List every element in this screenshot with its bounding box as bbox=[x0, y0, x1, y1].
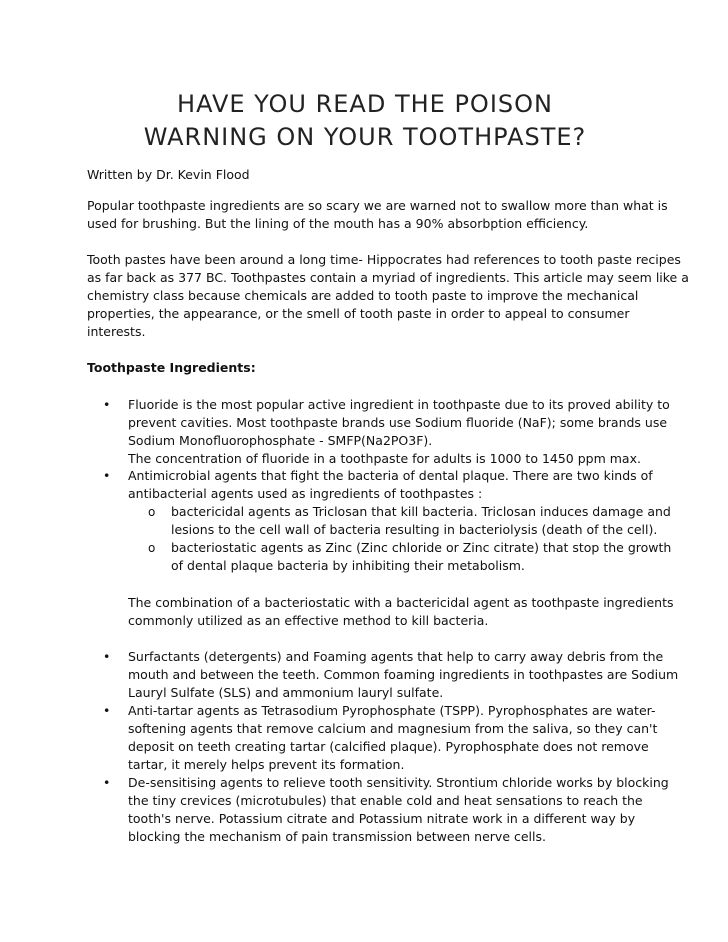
intro-line: used for brushing. But the lining of the mouth has a 90% absorbption efficiency. bbox=[87, 216, 589, 231]
surfactants-line: Surfactants (detergents) and Foaming agents that help to carry away debris from the bbox=[128, 649, 664, 664]
surfactants-line: Lauryl Sulfate (SLS) and ammonium lauryl sulfate. bbox=[128, 685, 444, 700]
intro-paragraph bbox=[87, 197, 667, 233]
bullet-icon: • bbox=[103, 775, 111, 790]
fluoride-line: prevent cavities. Most toothpaste brands use Sodium fluoride (NaF); some brands use bbox=[128, 415, 668, 430]
fluoride-line: Fluoride is the most popular active ingredient in toothpaste due to its proved ability to bbox=[128, 397, 670, 412]
history-line: Tooth pastes have been around a long time- Hippocrates had references to tooth paste recipes bbox=[87, 252, 681, 267]
bactericidal-item bbox=[171, 503, 671, 539]
bactericidal-line: bactericidal agents as Triclosan that kill bacteria. Triclosan induces damage and bbox=[171, 504, 671, 519]
bacteriostatic-line: of dental plaque bacteria by inhibiting their metabolism. bbox=[171, 558, 525, 573]
title-line-2: WARNING ON YOUR TOOTHPASTE? bbox=[143, 123, 587, 151]
history-line: chemistry class because chemicals are added to tooth paste to improve the mechanical bbox=[87, 288, 639, 303]
bacteriostatic-line: bacteriostatic agents as Zinc (Zinc chloride or Zinc citrate) that stop the growth bbox=[171, 540, 672, 555]
desensitising-line: tooth's nerve. Potassium citrate and Potassium nitrate work in a different way by bbox=[128, 811, 636, 826]
history-line: properties, the appearance, or the smell of tooth paste in order to appeal to consumer bbox=[87, 306, 630, 321]
title-line-1: HAVE YOU READ THE POISON bbox=[177, 90, 553, 118]
fluoride-line: The concentration of fluoride in a toothpaste for adults is 1000 to 1450 ppm max. bbox=[128, 451, 641, 466]
antimicrobial-line: Antimicrobial agents that fight the bacteria of dental plaque. There are two kinds of bbox=[128, 468, 653, 483]
surfactants-item bbox=[128, 648, 679, 702]
section-heading: Toothpaste Ingredients: bbox=[87, 360, 256, 375]
desensitising-line: blocking the mechanism of pain transmission between nerve cells. bbox=[128, 829, 546, 844]
surfactants-line: mouth and between the teeth. Common foaming ingredients in toothpastes are Sodium bbox=[128, 667, 679, 682]
byline: Written by Dr. Kevin Flood bbox=[87, 167, 250, 182]
bactericidal-line: lesions to the cell wall of bacteria resulting in bacteriolysis (death of the cell). bbox=[171, 522, 658, 537]
antitartar-line: tartar, it merely helps prevent its formation. bbox=[128, 757, 405, 772]
history-line: interests. bbox=[87, 324, 146, 339]
intro-line: Popular toothpaste ingredients are so scary we are warned not to swallow more than what is bbox=[87, 198, 668, 213]
bullet-icon: • bbox=[103, 397, 111, 412]
article-title bbox=[60, 88, 670, 154]
antitartar-item bbox=[128, 702, 668, 774]
sub-bullet-icon: o bbox=[148, 541, 156, 555]
desensitising-item bbox=[128, 774, 668, 846]
bullet-icon: • bbox=[103, 468, 111, 483]
desensitising-line: De-sensitising agents to relieve tooth sensitivity. Strontium chloride works by blocking bbox=[128, 775, 669, 790]
combination-line: The combination of a bacteriostatic with a bactericidal agent as toothpaste ingredients bbox=[128, 595, 674, 610]
fluoride-item bbox=[128, 396, 668, 468]
antitartar-line: Anti-tartar agents as Tetrasodium Pyrophosphate (TSPP). Pyrophosphates are water- bbox=[128, 703, 656, 718]
history-paragraph bbox=[87, 251, 689, 341]
bullet-icon: • bbox=[103, 649, 111, 664]
bacteriostatic-item bbox=[171, 539, 671, 575]
fluoride-line: Sodium Monofluorophosphate - SMFP(Na2PO3F). bbox=[128, 433, 433, 448]
sub-bullet-icon: o bbox=[148, 505, 156, 519]
combination-line: commonly utilized as an effective method to kill bacteria. bbox=[128, 613, 489, 628]
antitartar-line: deposit on teeth creating tartar (calcified plaque). Pyrophosphate does not remove bbox=[128, 739, 649, 754]
bullet-icon: • bbox=[103, 703, 111, 718]
combination-paragraph bbox=[128, 594, 674, 630]
antimicrobial-item bbox=[128, 467, 668, 503]
desensitising-line: the tiny crevices (microtubules) that enable cold and heat sensations to reach the bbox=[128, 793, 643, 808]
history-line: as far back as 377 BC. Toothpastes contain a myriad of ingredients. This article may seem like a bbox=[87, 270, 689, 285]
antitartar-line: softening agents that remove calcium and magnesium from the saliva, so they can't bbox=[128, 721, 658, 736]
antimicrobial-line: antibacterial agents used as ingredients of toothpastes : bbox=[128, 486, 483, 501]
